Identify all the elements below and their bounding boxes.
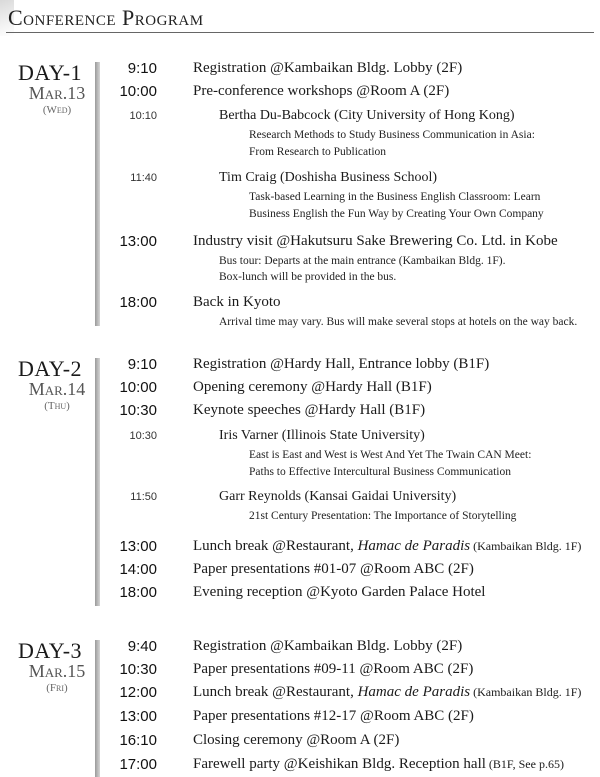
speaker-time: 11:40 <box>130 172 157 184</box>
header-rule <box>6 32 594 33</box>
day-date: Mar.14 <box>28 379 86 399</box>
day-weekday: (Fri) <box>46 682 68 694</box>
event-time: 16:10 <box>119 732 157 749</box>
restaurant-name: Hamac de Paradis <box>357 684 471 700</box>
page-header <box>0 0 600 36</box>
event-time: 10:00 <box>119 379 157 396</box>
event-title: Evening reception @Kyoto Garden Palace Hotel <box>193 584 486 600</box>
day-date: Mar.15 <box>28 661 86 681</box>
event-title: Closing ceremony @Room A (2F) <box>193 732 400 748</box>
speaker-time: 10:30 <box>129 430 157 442</box>
event-note: Box-lunch will be provided in the bus. <box>219 271 397 283</box>
event-location: (Kambaikan Bldg. 1F) <box>470 685 582 699</box>
speaker-name: Bertha Du-Babcock (City University of Hong Kong) <box>219 108 515 123</box>
event-time: 10:30 <box>119 402 157 419</box>
talk-title-line: Paths to Effective Intercultural Business Communication <box>249 466 512 478</box>
event-time: 9:40 <box>127 638 157 655</box>
day-name: DAY-2 <box>18 356 83 381</box>
event-title-text: Lunch break @Restaurant, <box>193 684 358 700</box>
event-title: Registration @Hardy Hall, Entrance lobby (B1F) <box>193 356 490 372</box>
event-time: 12:00 <box>119 684 157 701</box>
talk-title-line: Task-based Learning in the Business English Classroom: Learn <box>249 191 541 203</box>
event-title: Paper presentations #09-11 @Room ABC (2F) <box>193 661 474 677</box>
event-title <box>193 756 564 773</box>
page-title: Conference Program <box>8 5 204 30</box>
event-title <box>193 538 581 555</box>
day-name: DAY-3 <box>18 638 83 663</box>
event-title-text: Farewell party @Keishikan Bldg. Reception hall <box>193 756 486 772</box>
talk-title-line: Business English the Fun Way by Creating Your Own Company <box>249 208 544 220</box>
speaker-name: Iris Varner (Illinois State University) <box>219 428 425 443</box>
talk-title-line: 21st Century Presentation: The Importance of Storytelling <box>249 510 517 522</box>
talk-title-line: East is East and West is West And Yet The Twain CAN Meet: <box>249 449 532 461</box>
event-time: 10:30 <box>119 661 157 678</box>
day-3-timeline-bar <box>95 640 100 777</box>
event-time: 13:00 <box>119 233 157 250</box>
talk-title-line: Research Methods to Study Business Communication in Asia: <box>249 129 535 141</box>
event-note: Bus tour: Departs at the main entrance (Kambaikan Bldg. 1F). <box>219 255 506 267</box>
event-time: 9:10 <box>127 60 157 77</box>
event-title-text: Lunch break @Restaurant, <box>193 538 358 554</box>
event-title <box>193 684 581 701</box>
day-weekday: (Thu) <box>44 400 70 412</box>
event-title: Registration @Kambaikan Bldg. Lobby (2F) <box>193 60 463 76</box>
talk-title-line: From Research to Publication <box>249 146 387 158</box>
event-title: Opening ceremony @Hardy Hall (B1F) <box>193 379 432 395</box>
event-time: 13:00 <box>119 708 157 725</box>
day-name: DAY-1 <box>18 60 83 85</box>
event-title: Keynote speeches @Hardy Hall (B1F) <box>193 402 426 418</box>
event-time: 17:00 <box>119 756 157 773</box>
event-title: Industry visit @Hakutsuru Sake Brewering Co. Ltd. in Kobe <box>193 233 558 249</box>
event-note: Arrival time may vary. Bus will make several stops at hotels on the way back. <box>219 316 578 328</box>
event-location: (Kambaikan Bldg. 1F) <box>470 539 582 553</box>
day-1-label <box>18 60 96 116</box>
day-2-label <box>18 356 96 412</box>
event-title: Pre-conference workshops @Room A (2F) <box>193 83 450 99</box>
day-1-timeline-bar <box>95 62 100 326</box>
event-time: 14:00 <box>119 561 157 578</box>
event-title: Paper presentations #01-07 @Room ABC (2F) <box>193 561 474 577</box>
restaurant-name: Hamac de Paradis <box>357 538 471 554</box>
event-time: 13:00 <box>119 538 157 555</box>
event-time: 9:10 <box>127 356 157 373</box>
speaker-name: Garr Reynolds (Kansai Gaidai University) <box>219 489 457 504</box>
day-3-label <box>18 638 96 694</box>
speaker-name: Tim Craig (Doshisha Business School) <box>219 170 438 185</box>
event-location: (B1F, See p.65) <box>485 757 564 771</box>
day-2-timeline-bar <box>95 358 100 606</box>
speaker-time: 10:10 <box>129 110 157 122</box>
event-time: 18:00 <box>119 294 157 311</box>
day-date: Mar.13 <box>28 83 86 103</box>
speaker-time: 11:50 <box>130 491 157 503</box>
event-title: Back in Kyoto <box>193 294 281 310</box>
event-time: 18:00 <box>119 584 157 601</box>
event-title: Registration @Kambaikan Bldg. Lobby (2F) <box>193 638 463 654</box>
day-weekday: (Wed) <box>42 104 72 116</box>
event-title: Paper presentations #12-17 @Room ABC (2F) <box>193 708 474 724</box>
event-time: 10:00 <box>119 83 157 100</box>
